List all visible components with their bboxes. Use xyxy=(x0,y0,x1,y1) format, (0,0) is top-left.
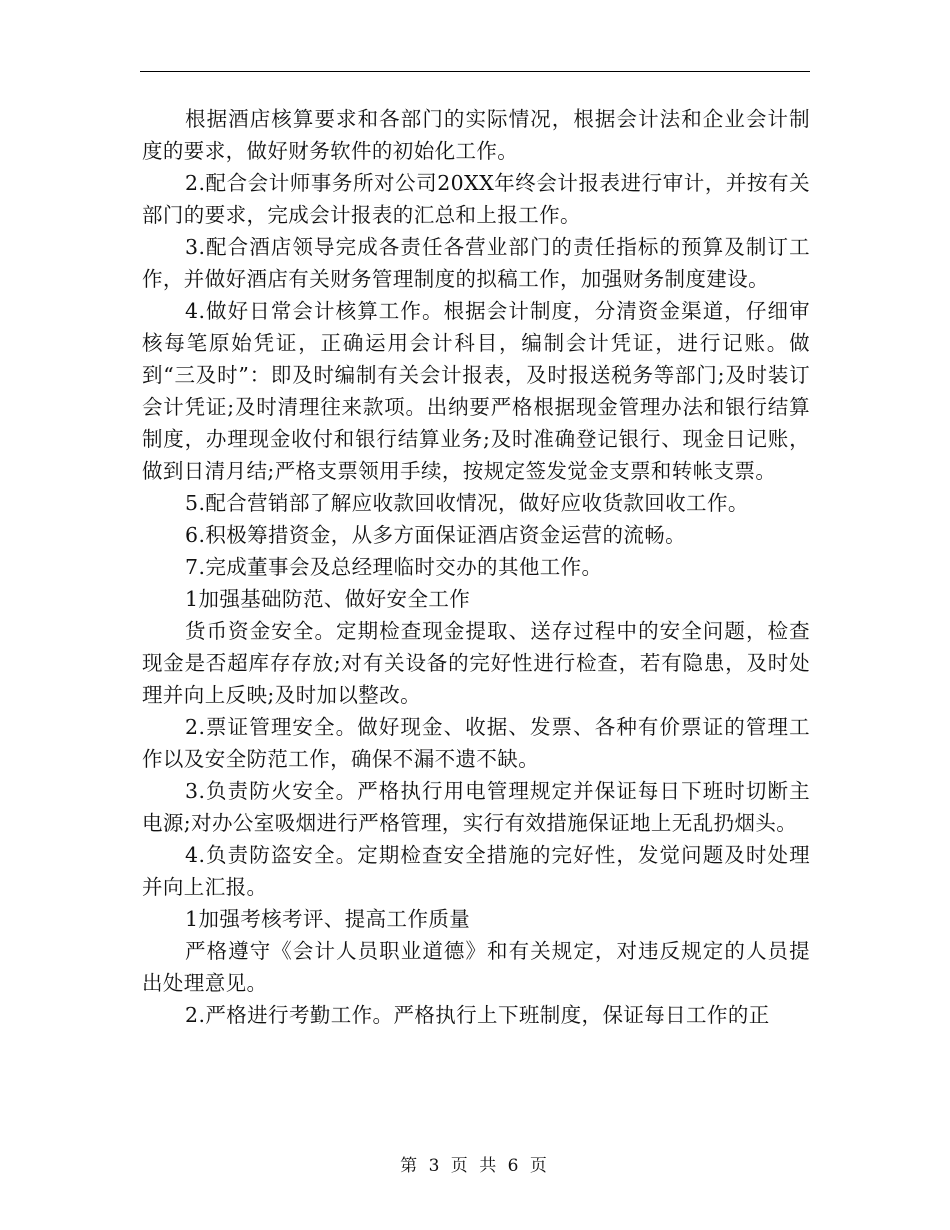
paragraph: 货币资金安全。定期检查现金提取、送存过程中的安全问题，检查现金是否超库存存放;对有关设备的完好性进行检查，若有隐患，及时处理并向上反映;及时加以整改。 xyxy=(142,619,810,707)
paragraph: 5.配合营销部了解应收款回收情况，做好应收货款回收工作。 xyxy=(185,491,749,515)
paragraph: 7.完成董事会及总经理临时交办的其他工作。 xyxy=(185,555,603,579)
section-heading: 1加强考核考评、提高工作质量 xyxy=(185,907,471,931)
paragraph: 2.配合会计师事务所对公司20XX年终会计报表进行审计，并按有关部门的要求，完成会计报表的汇总和上报工作。 xyxy=(142,171,810,227)
paragraph: 4.做好日常会计核算工作。根据会计制度，分清资金渠道，仔细审核每笔原始凭证，正确运用会计科目，编制会计凭证，进行记账。做到“三及时”：即及时编制有关会计报表，及时报送税务等部门;及时装订会计凭证;及时清理往来款项。出纳要严格根据现金管理办法和银行结算制度，办理现金收付和银行结算业务;及时准确登记银行、现金日记账，做到日清月结;严格支票领用手续，按规定签发觉金支票和转帐支票。 xyxy=(142,299,810,483)
paragraph: 6.积极筹措资金，从多方面保证酒店资金运营的流畅。 xyxy=(185,523,687,547)
page-number: 第 3 页 共 6 页 xyxy=(400,1156,550,1176)
paragraph: 4.负责防盗安全。定期检查安全措施的完好性，发觉问题及时处理并向上汇报。 xyxy=(142,843,810,899)
paragraph: 2.票证管理安全。做好现金、收据、发票、各种有价票证的管理工作以及安全防范工作，确保不漏不遗不缺。 xyxy=(142,715,810,771)
paragraph: 3.负责防火安全。严格执行用电管理规定并保证每日下班时切断主电源;对办公室吸烟进行严格管理，实行有效措施保证地上无乱扔烟头。 xyxy=(142,779,810,835)
paragraph: 严格遵守《会计人员职业道德》和有关规定，对违反规定的人员提出处理意见。 xyxy=(142,939,810,995)
paragraph: 2.严格进行考勤工作。严格执行上下班制度，保证每日工作的正 xyxy=(185,1003,770,1027)
paragraph: 根据酒店核算要求和各部门的实际情况，根据会计法和企业会计制度的要求，做好财务软件的初始化工作。 xyxy=(142,107,810,163)
paragraph: 3.配合酒店领导完成各责任各营业部门的责任指标的预算及制订工作，并做好酒店有关财务管理制度的拟稿工作，加强财务制度建设。 xyxy=(142,235,810,291)
header-rule xyxy=(140,71,810,72)
section-heading: 1加强基础防范、做好安全工作 xyxy=(185,587,471,611)
document-body xyxy=(142,103,810,1031)
